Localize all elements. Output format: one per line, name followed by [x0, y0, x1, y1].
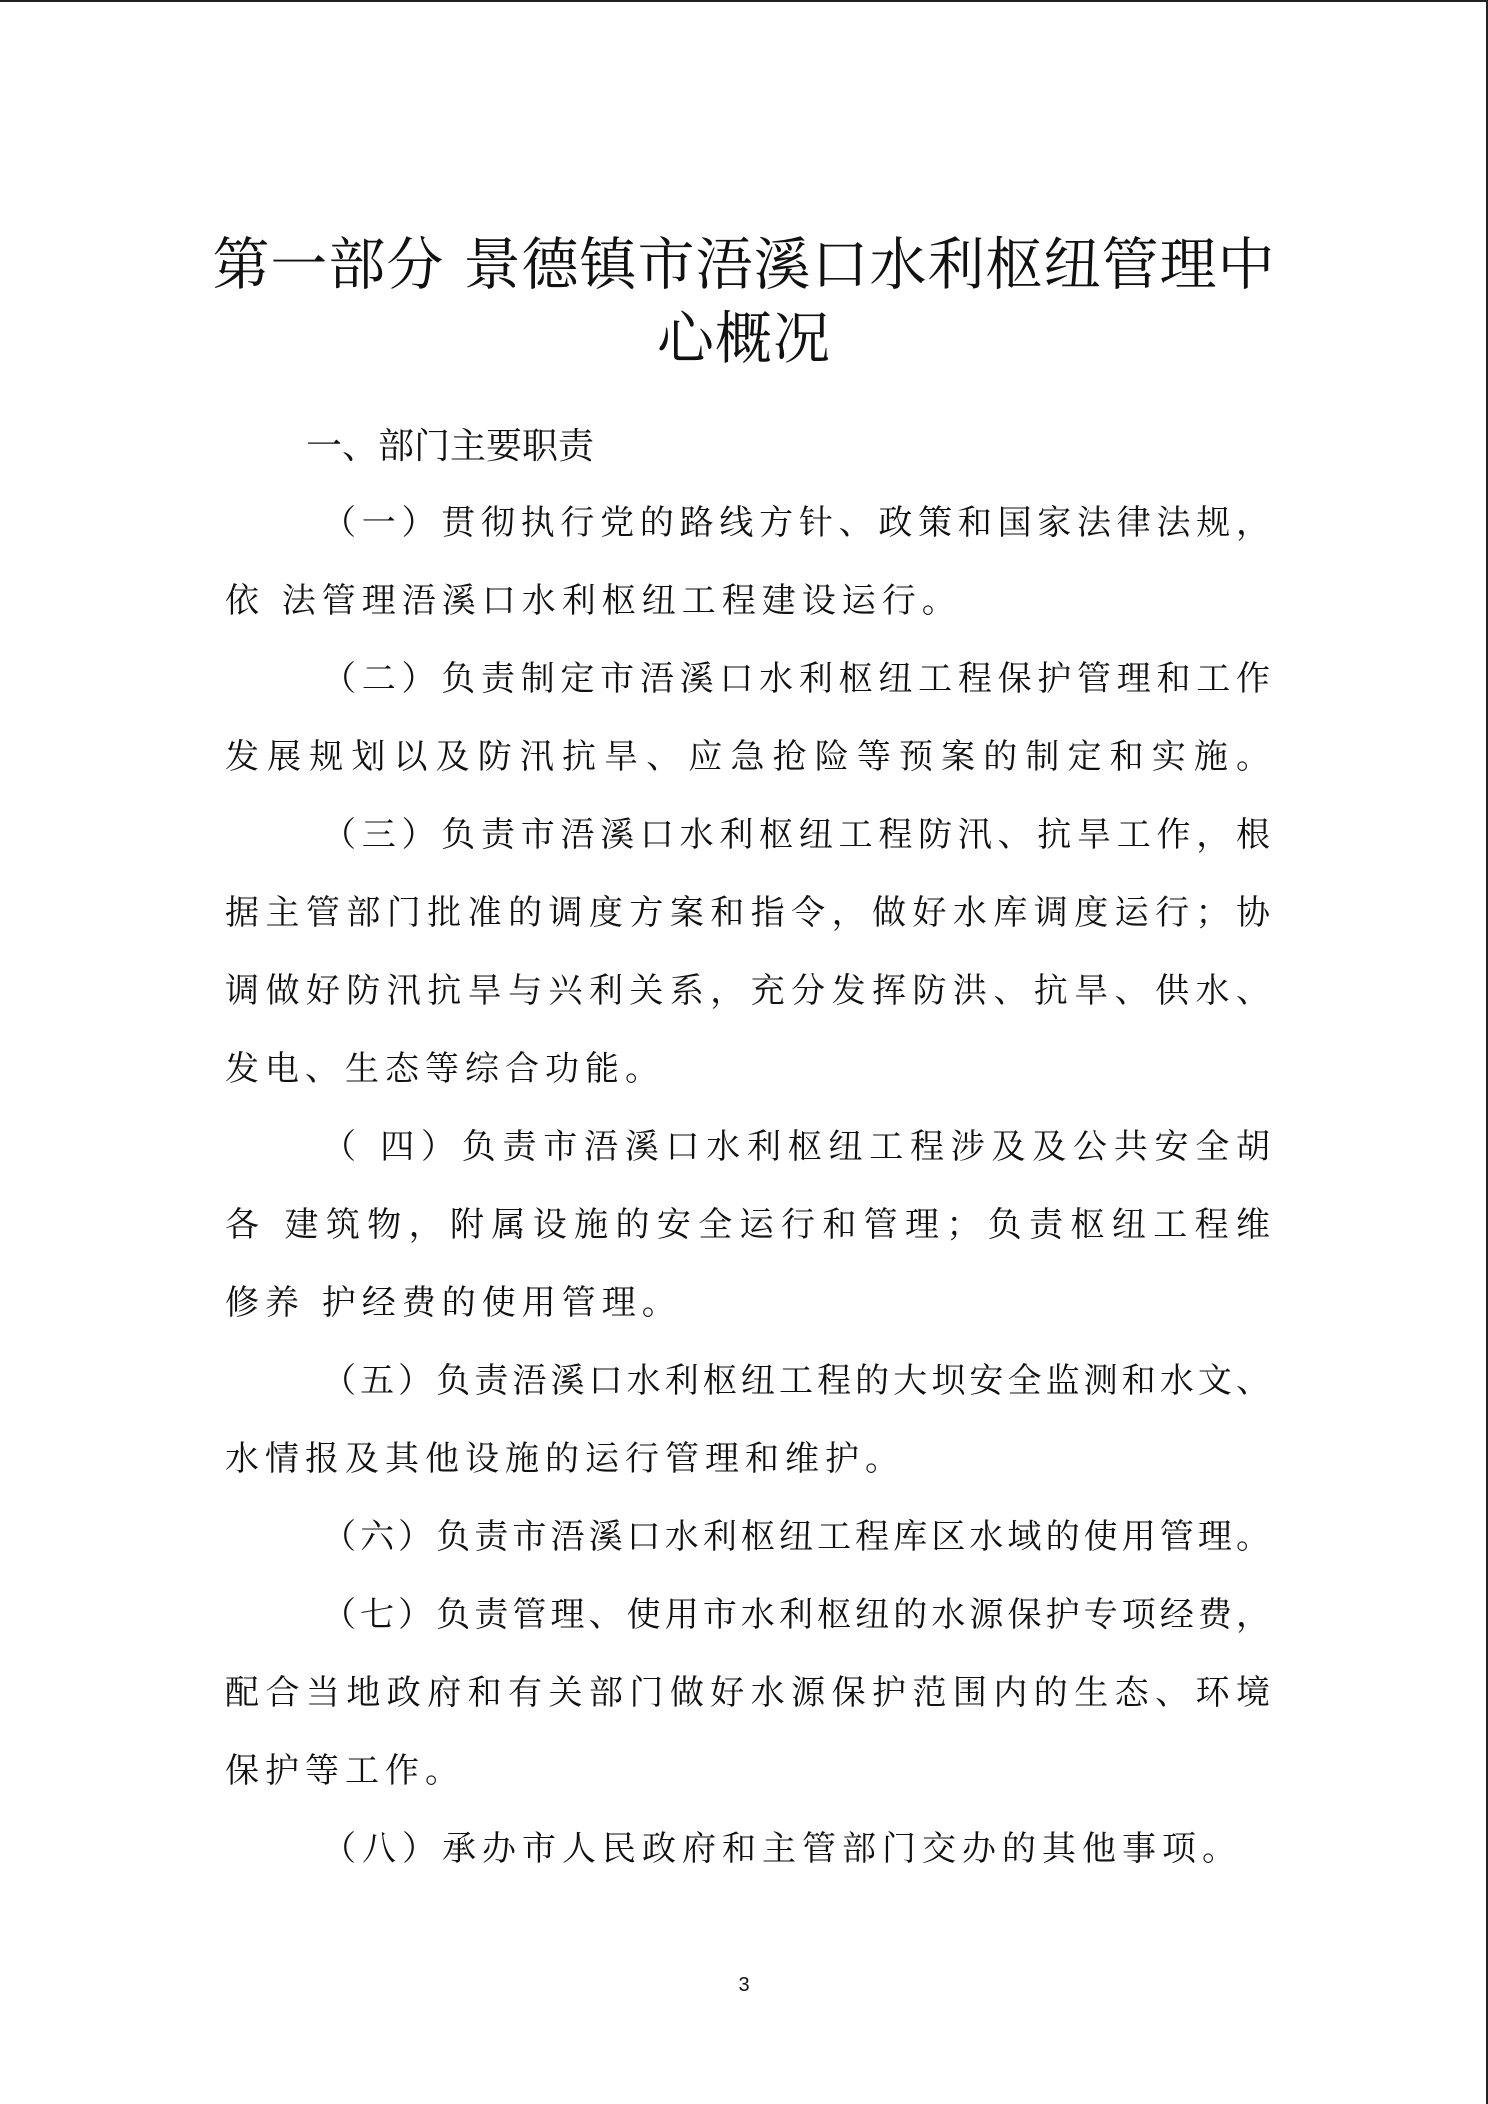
body-line: 发电、生态等综合功能。 — [225, 1049, 665, 1089]
body-line: （三）负责市浯溪口水利枢纽工程防汛、抗旱工作，根 — [322, 815, 1270, 855]
body-line: 保护等工作。 — [225, 1751, 465, 1791]
body-line: 配合当地政府和有关部门做好水源保护范围内的生态、环境 — [225, 1673, 1270, 1713]
body-line: 发展规划以及防汛抗旱、应急抢险等预案的制定和实施。 — [225, 737, 1270, 777]
body-line: （一）贯彻执行党的路线方针、政策和国家法律法规， — [322, 503, 1270, 543]
body-line: （ 四）负责市浯溪口水利枢纽工程涉及及公共安全胡 — [322, 1127, 1270, 1167]
body-line: （八）承办市人民政府和主管部门交办的其他事项。 — [322, 1829, 1242, 1869]
body-line: （六）负责市浯溪口水利枢纽工程库区水域的使用管理。 — [322, 1517, 1270, 1557]
body-line: 据主管部门批准的调度方案和指令，做好水库调度运行；协 — [225, 893, 1270, 933]
document-title-line-2: 心概况 — [657, 306, 831, 372]
body-line: 修养 护经费的使用管理。 — [225, 1283, 682, 1323]
body-line: 调做好防汛抗旱与兴利关系，充分发挥防洪、抗旱、供水、 — [225, 971, 1270, 1011]
body-line: 各 建筑物，附属设施的安全运行和管理；负责枢纽工程维 — [225, 1205, 1270, 1245]
section-heading: 一、部门主要职责 — [306, 426, 595, 467]
body-line: （二）负责制定市浯溪口水利枢纽工程保护管理和工作 — [322, 659, 1270, 699]
document-title-line-1: 第一部分 景德镇市浯溪口水利枢纽管理中 — [212, 232, 1276, 298]
body-line: 水情报及其他设施的运行管理和维护。 — [225, 1439, 905, 1479]
body-line: （七）负责管理、使用市水利枢纽的水源保护专项经费， — [322, 1595, 1270, 1635]
page-number: 3 — [738, 1974, 750, 1996]
body-line: （五）负责浯溪口水利枢纽工程的大坝安全监测和水文、 — [322, 1361, 1270, 1401]
body-line: 依 法管理浯溪口水利枢纽工程建设运行。 — [225, 581, 962, 621]
